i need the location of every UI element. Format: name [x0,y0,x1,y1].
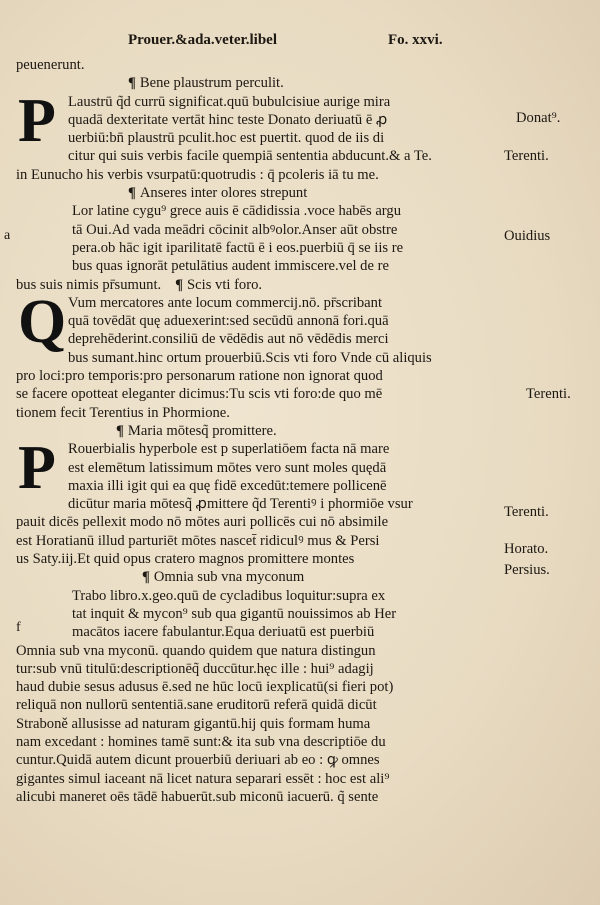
initial-letter: Q [18,287,67,356]
text-line: pro loci:pro temporis:pro personarum ratione non ignorat quod [16,368,383,385]
margin-note: Donat⁹. [516,110,561,126]
text-line: maxia illi igit qui ea quę fidē excedūt:temere pollicenē [68,477,387,494]
running-header [0,32,600,52]
text-line: bus quas ignorāt petulātius audent immiscere.vel de re [72,258,389,275]
text-line: quā tovēdāt quę aduexerint:sed secūdū annonā fori.quā [68,313,389,330]
text-line: Trabo libro.x.geo.quū de cycladibus loquitur:supra ex [72,587,386,604]
text-line: peuenerunt. [16,57,85,73]
paragraph [16,587,502,807]
text-line: tā Oui.Ad vada meādri cōcinit albꝰolor.Anser aūt obstre [72,221,398,238]
section-heading: ¶ Omnia sub vna myconum [142,569,305,586]
header-title: Prouer.&ada.veter.libel [128,32,278,48]
text-line: tionem fecit Terentius in Phormione. [16,404,230,421]
margin-note: Terenti. [504,148,549,164]
text-line: uerbiū:bn̄ plaustrū pculit.hoc est puertit. quod de iis di [68,130,385,147]
text-line: us Saty.iij.Et quid opus cratero magnos promittere montes [16,551,355,568]
margin-note: Horato. [504,541,549,557]
text-line: alicubi maneret oēs tādē habuerūt.sub miconū iacuerū. q̃ sente [16,788,379,805]
text-line: nam excedant : homines tamē sunt:& ita sub vna descriptiōe du [16,733,386,750]
paragraph-mark-icon: ¶ [128,75,136,92]
text-line: Straboně allusisse ad naturam gigantū.hij quis formam huma [16,715,371,732]
text-line: gigantes simul iaceant nā licet natura separari essēt : hoc est ali⁹ [16,770,390,787]
text-line: tat inquit & mycon⁹ sub qua gigantū nouissimos ab Her [72,605,397,622]
text-line: Lor latine cygu⁹ grece auis ē cādidissia .voce habēs argu [72,203,401,220]
text-line: tur:sub vnū titulū:descriptionēq̃ duccūtur.hęc ille : hui⁹ adagij [16,660,374,677]
paragraph [16,86,502,184]
text-line: Omnia sub vna myconū. quando quidem que natura distingun [16,642,376,659]
paragraph [16,434,502,568]
text-line: in Eunucho his verbis vsurpatū:quotrudis : q̄ pcoleris iā tu me. [16,166,379,183]
section-heading: ¶ Maria mōtesq̃ promittere. [116,422,277,439]
text-line: Laustrū q̃d currū significat.quū bubulcisiue aurige mira [68,93,391,110]
text-line: Rouerbialis hyperbole est p superlatiōem facta nā mare [68,441,390,458]
text-line: quadā dexteritate vertāt hinc teste Donato deriuatū ē ꝓ [68,111,388,128]
section-heading: Scis vti foro. [187,276,263,293]
text-line: bus suis nimis pr̄sumunt. ¶ Scis vti foro. [16,276,263,293]
paragraph-mark-icon: ¶ [116,422,124,439]
text-block [16,56,502,806]
text-line: haud dubie sesus adusus ē.sed ne hūc locū iexplicatū(si fieri pot) [16,679,394,696]
text-line: se facere opotteat eleganter dicimus:Tu scis vti foro:de quo mē [16,386,383,403]
text-line: pauit dicēs pellexit modo nō mōtes auri pollicēs cui nō absimile [16,514,389,531]
margin-note: Terenti. [526,386,571,402]
text-line: deprehēderint.consiliū de vēdēdis aut nō vēdēdis merci [68,331,389,348]
section-heading: ¶ Bene plaustrum perculit. [128,75,284,92]
text-line: citur qui suis verbis facile quempiā sententia abducunt.& a Te. [68,148,432,165]
paragraph-mark-icon: ¶ [142,569,150,586]
section-heading: ¶ Anseres inter olores strepunt [128,185,308,202]
text-line: reliquā non nullorū sententiā.sane eruditorū referā quidā dicūt [16,697,377,714]
text-line: dicūtur maria mōtesq̃ ꝓmittere q̃d Terentiꝰ i phormiōe vsur [68,496,413,513]
paragraph-mark-icon: ¶ [175,276,184,293]
text-line: est Horatianū illud parturiēt mōtes nascet̄ ridiculꝰ mus & Persi [16,532,380,549]
text-line: Vum mercatores ante locum commercij.nō. pr̄scribant [68,294,382,311]
text-line: macātos iacere fabulantur.Equa deriuatū est puerbiū [72,624,375,641]
margin-mark: a [4,228,11,243]
paragraph [16,287,502,422]
text-line: est elemētum latissimum mōtes vero sunt moles quędā [68,459,387,476]
paragraph [16,202,502,293]
margin-note: Ouidius [504,228,551,244]
initial-letter: P [18,434,56,503]
folio-number: Fo. xxvi. [388,32,443,48]
paragraph-mark-icon: ¶ [128,185,136,202]
text-line: cuntur.Quidā autem dicunt prouerbiū deriuari ab eo : ꝙ omnes [16,752,380,769]
margin-note: Persius. [504,562,550,578]
margin-note: Terenti. [504,504,549,520]
text-line: pera.ob hāc igit iparilitatē factū ē i eos.puerbiū q̄ se iis re [72,239,404,256]
margin-mark: f [16,620,21,635]
initial-letter: P [18,86,56,155]
text-line: bus sumant.hinc ortum prouerbiū.Scis vti foro Vnde cū aliquis [68,349,432,366]
